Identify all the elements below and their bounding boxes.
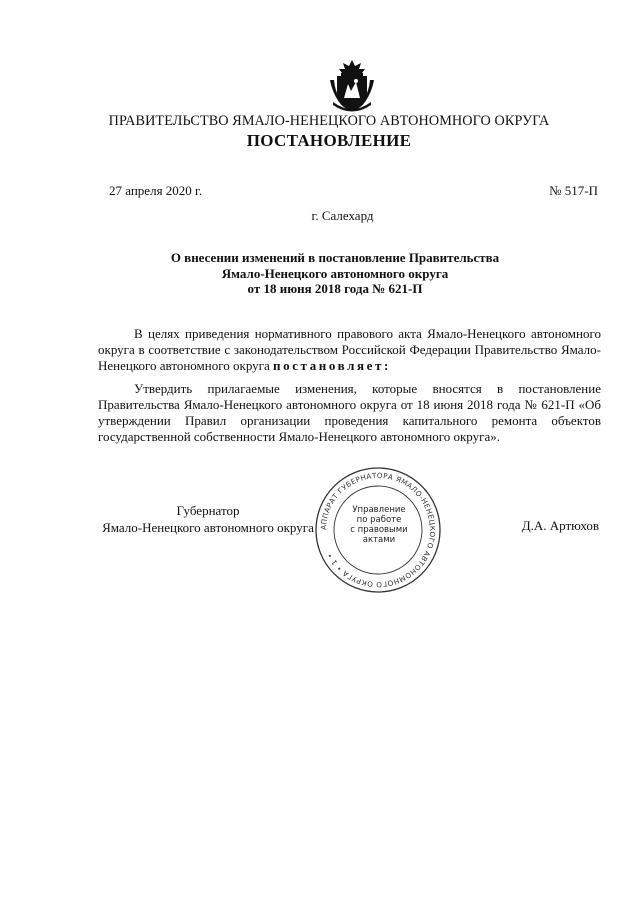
document-title xyxy=(100,250,570,297)
stamp-line-2: по работе xyxy=(356,515,402,525)
stamp-ring-text: АППАРАТ ГУБЕРНАТОРА ЯМАЛО-НЕНЕЦКОГО АВТОНОМНОГО ОКРУГА • 1 • xyxy=(318,470,438,590)
resolution-text: Утвердить прилагаемые изменения, которые вносятся в постановление Правительства Ямало-Ненецкого автономного округа от 18 июня 2018 года № 621-П «Об утверждении Правил организации проведения капитального ремонта объектов государственной собственности Ямало-Ненецкого автономного округа». xyxy=(98,381,601,444)
document-city: г. Салехард xyxy=(311,208,374,223)
paragraph-resolution xyxy=(98,381,601,445)
title-line-3: от 18 июня 2018 года № 621-П xyxy=(247,281,423,296)
signatory-name: Д.А. Артюхов xyxy=(521,518,599,533)
paragraph-preamble xyxy=(98,326,601,374)
signatory-title-line-1: Губернатор xyxy=(176,503,240,518)
stamp-inner-text xyxy=(344,505,414,545)
document-date: 27 апреля 2020 г. xyxy=(109,183,203,198)
stamp-line-4: актами xyxy=(362,535,396,545)
title-line-1: О внесении изменений в постановление Правительства xyxy=(170,250,500,265)
stamp-line-1: Управление xyxy=(352,505,406,515)
signatory-title xyxy=(98,502,318,536)
signatory-title-line-2: Ямало-Ненецкого автономного округа xyxy=(102,520,314,535)
stamp-line-3: с правовыми xyxy=(350,525,408,535)
coat-of-arms-emblem xyxy=(327,58,377,114)
preamble-text: В целях приведения нормативного правового акта Ямало-Ненецкого автономного округа в соответствие с законодательством Российской Федерации Правительство Ямало-Ненецкого автономного округа xyxy=(98,326,601,373)
title-line-2: Ямало-Ненецкого автономного округа xyxy=(221,265,449,281)
document-number: № 517-П xyxy=(549,183,598,198)
decree-word: постановляет: xyxy=(273,358,391,373)
document-type: ПОСТАНОВЛЕНИЕ xyxy=(246,131,412,150)
government-name: ПРАВИТЕЛЬСТВО ЯМАЛО-НЕНЕЦКОГО АВТОНОМНОГО ОКРУГА xyxy=(108,113,550,129)
